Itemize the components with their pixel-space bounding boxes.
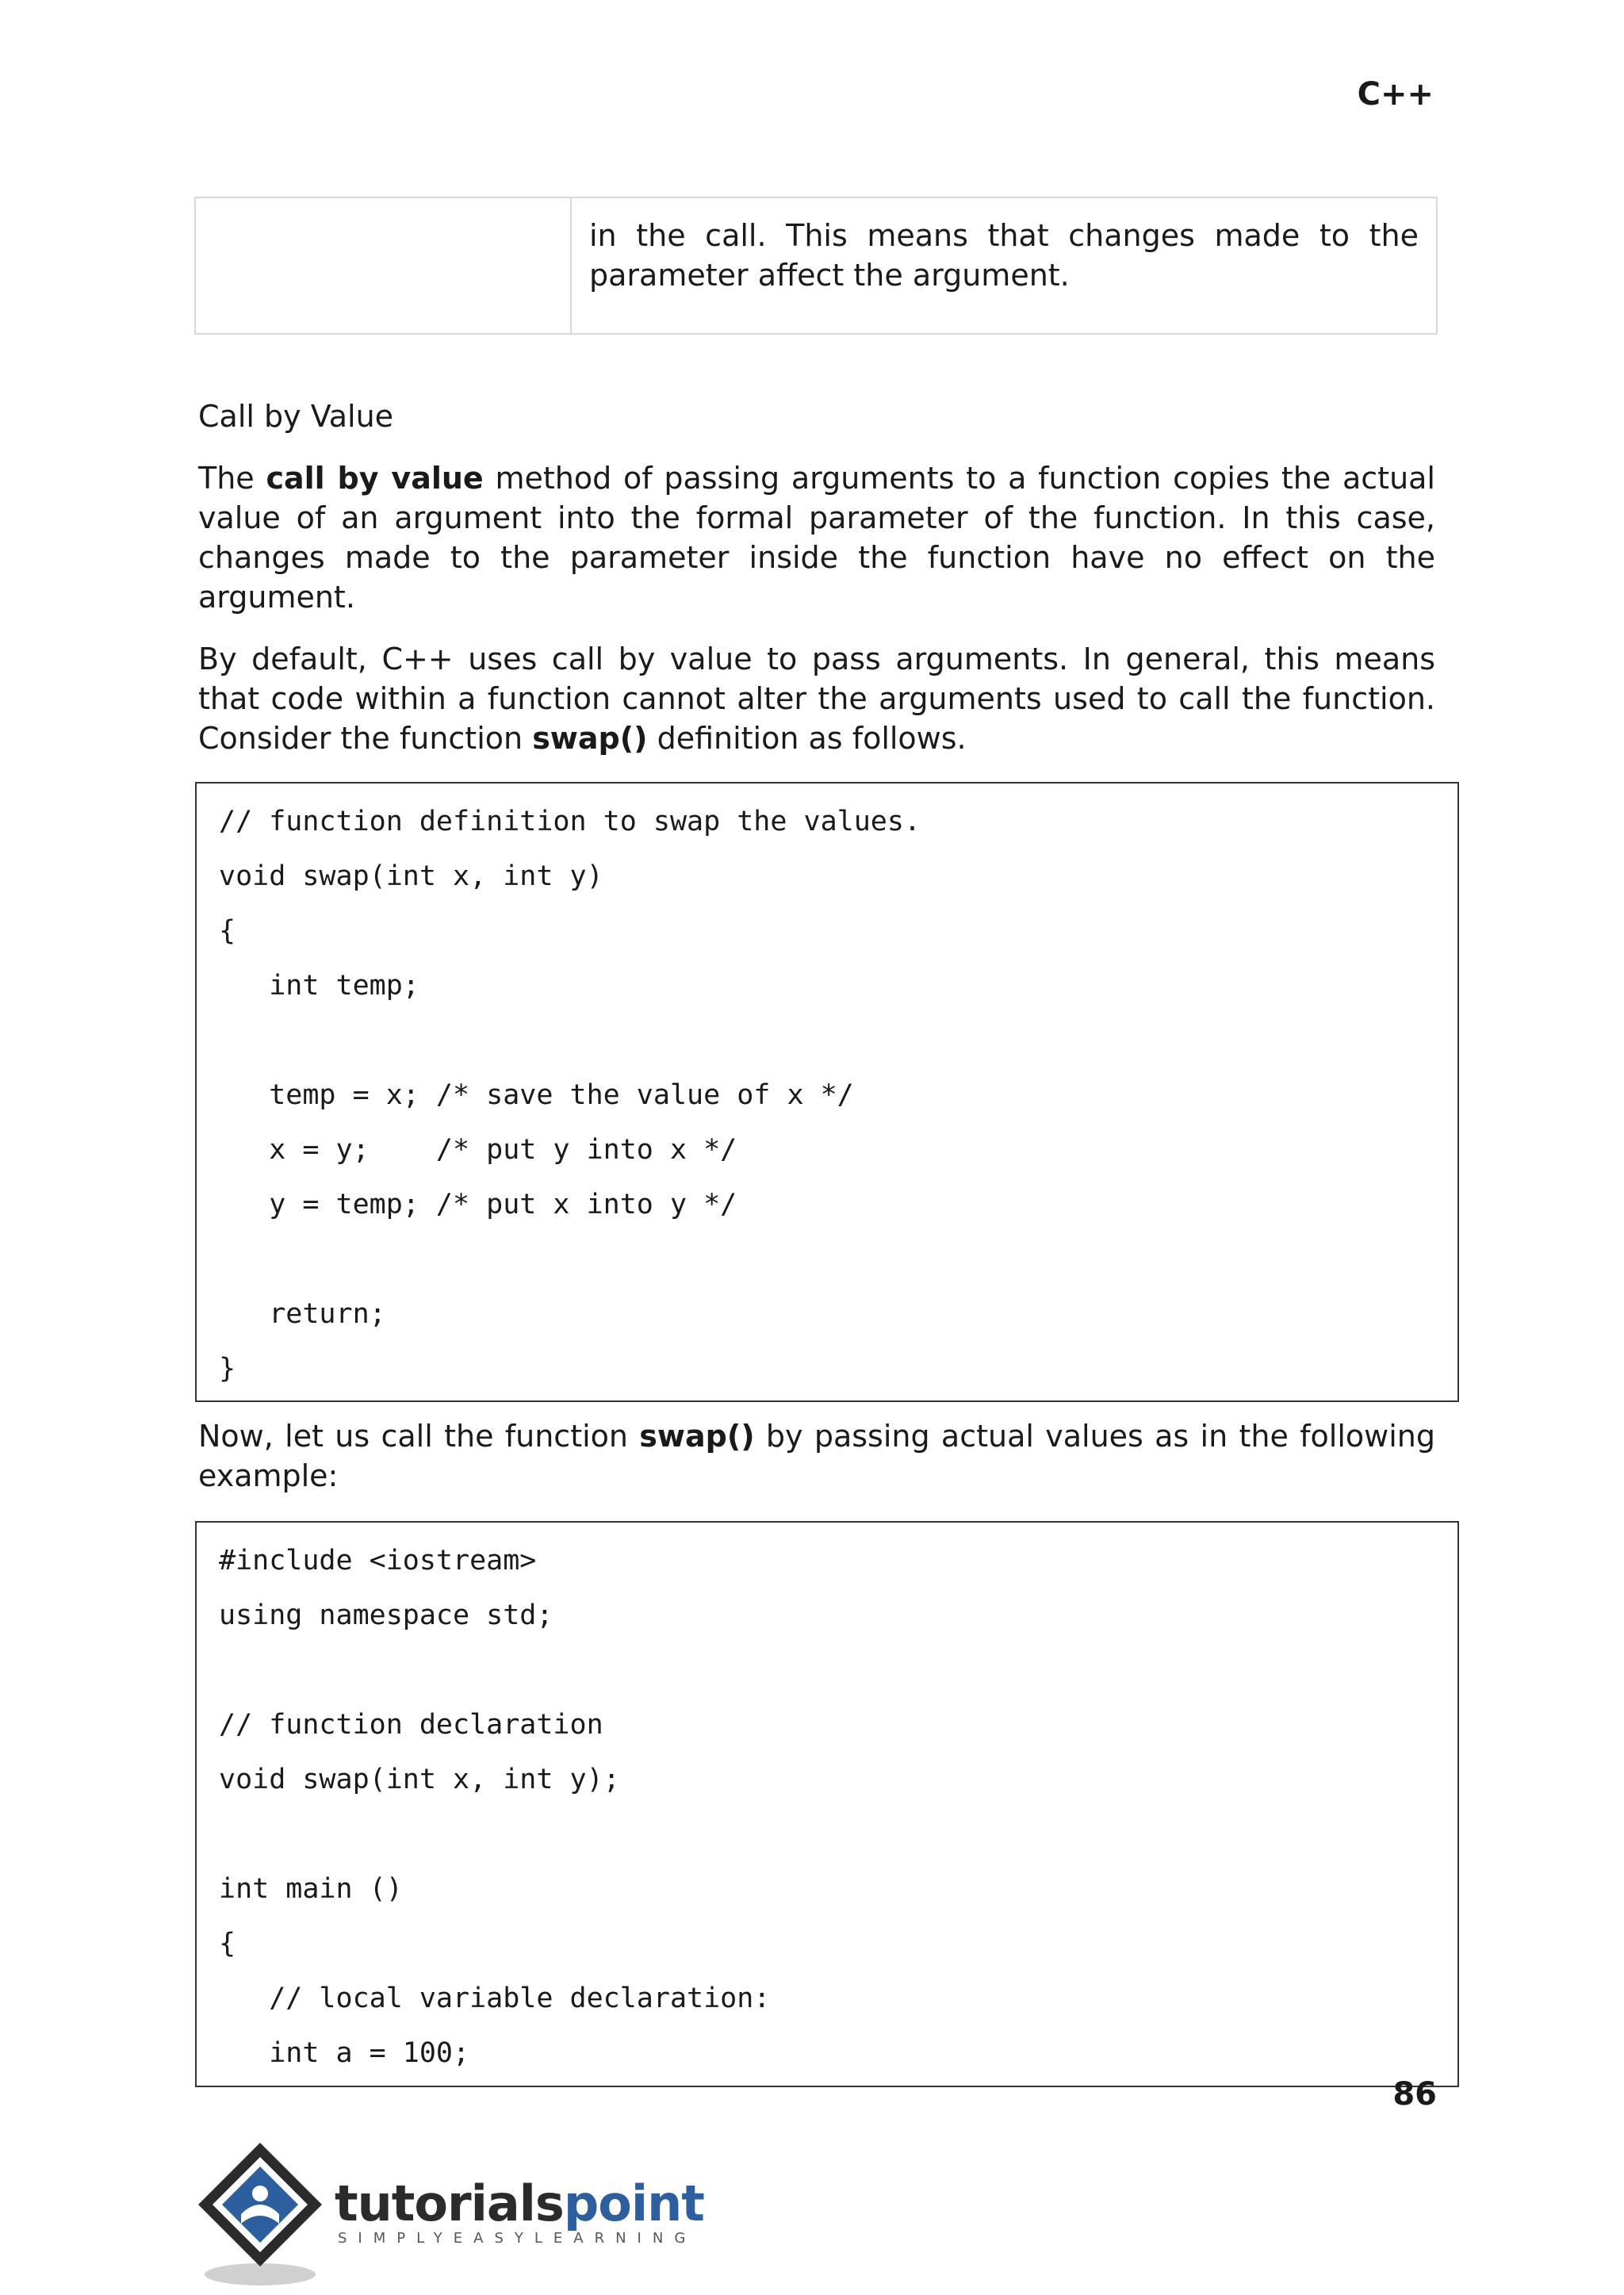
section-heading: Call by Value [198,399,394,434]
para1-bold-term: call by value [266,461,484,496]
para1-prefix: The [198,461,266,496]
code-line [219,1807,1457,1862]
code-line: y = temp; /* put x into y */ [219,1189,737,1220]
table-cell-empty [196,198,572,333]
running-header-title: C++ [1357,76,1434,113]
logo-wordmark [335,2174,704,2232]
code-block-swap-definition [195,782,1459,1402]
code-block-main-example [195,1521,1459,2087]
para2-prefix: By default, C++ uses call by value to pass arguments. In general, this means that code within a function cannot alter the arguments used to call the function. Consider the function [198,642,1435,756]
code-line: return; [219,1298,386,1330]
code-line: // function definition to swap the values. [219,806,921,837]
code-line [219,1643,1457,1698]
code-line: #include <iostream> [219,1545,537,1577]
para3-bold-term: swap() [639,1419,755,1454]
para3-suffix: by passing actual values as in the following example: [198,1419,1435,1493]
tutorialspoint-diamond-logo-icon [195,2135,338,2293]
code-line: int temp; [219,970,419,1002]
code-line: { [219,915,236,947]
code-line: } [219,1353,236,1385]
para3-prefix: Now, let us call the function [198,1419,640,1454]
code-line [219,1232,1457,1287]
code-line: { [219,1928,236,1960]
paragraph-default-behavior [198,639,1435,758]
code-line: void swap(int x, int y) [219,860,603,892]
code-line [219,1013,1457,1068]
logo-wordmark-part2: point [563,2174,704,2232]
code-line: int a = 100; [219,2037,470,2069]
logo-wordmark-part1: tutorials [335,2174,564,2232]
tutorialspoint-logo [195,2135,703,2293]
logo-tagline: SIMPLYEASYLEARNING [338,2230,697,2247]
code-line: temp = x; /* save the value of x */ [219,1079,854,1111]
page-number: 86 [1392,2076,1437,2113]
table-cell-description: in the call. This means that changes made to the parameter affect the argument. [589,218,1419,293]
code-line: void swap(int x, int y); [219,1764,620,1795]
continued-table [194,197,1438,335]
para2-bold-term: swap() [532,721,648,756]
para2-suffix: definition as follows. [647,721,967,756]
code-line: // function declaration [219,1709,603,1741]
code-line: using namespace std; [219,1600,553,1631]
paragraph-call-swap [198,1416,1435,1496]
code-line: int main () [219,1873,403,1905]
code-line: // local variable declaration: [219,1983,771,2014]
para1-suffix: method of passing arguments to a function copies the actual value of an argument into the formal parameter of the function. In this case, changes made to the parameter inside the function have no effect on the argument. [198,461,1435,615]
paragraph-call-by-value [198,458,1435,617]
code-line: x = y; /* put y into x */ [219,1134,737,1166]
